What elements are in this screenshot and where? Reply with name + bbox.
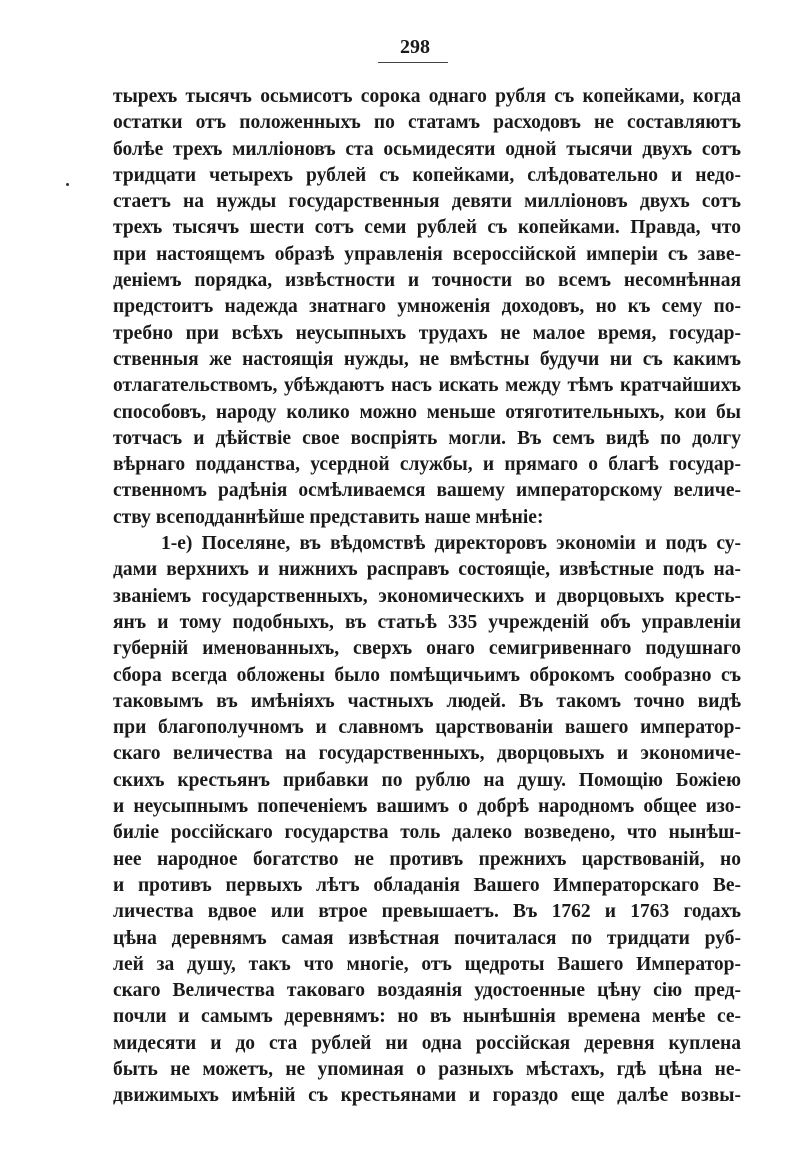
text-line: тырехъ тысячъ осьмисотъ сорока однаго рубля съ копейками, когда bbox=[113, 86, 741, 107]
text-line: званіемъ государственныхъ, экономическихъ и дворцовыхъ кресть- bbox=[113, 585, 741, 607]
text-line: стаетъ на нужды государственныя девяти милліоновъ двухъ сотъ bbox=[113, 191, 741, 213]
text-line: вѣрнаго подданства, усердной службы, и прямаго о благѣ государ- bbox=[113, 454, 741, 476]
text-line: почли и самымъ деревнямъ: но въ нынѣшнія времена менѣе се- bbox=[113, 1006, 741, 1028]
text-line: трехъ тысячъ шести сотъ семи рублей съ копейками. Правда, что bbox=[113, 217, 741, 239]
text-line: и неусыпнымъ попеченіемъ вашимъ о добрѣ народномъ общее изо- bbox=[113, 796, 741, 818]
text-line: скихъ крестьянъ прибавки по рублю на душу. Помощію Божіею bbox=[113, 769, 741, 791]
text-line: личества вдвое или втрое превышаетъ. Въ 1762 и 1763 годахъ bbox=[113, 901, 741, 923]
text-line: ственномъ радѣнія осмѣливаемся вашему императорскому величе- bbox=[113, 480, 741, 502]
text-line: при настоящемъ образѣ управленія всероссійской имперіи съ заве- bbox=[113, 243, 741, 265]
text-line: быть не можетъ, не упоминая о разныхъ мѣстахъ, гдѣ цѣна не- bbox=[113, 1058, 741, 1080]
text-line: лей за душу, такъ что многіе, отъ щедроты Вашего Император- bbox=[113, 953, 741, 975]
text-line: остатки отъ положенныхъ по статамъ расходовъ не составляютъ bbox=[113, 112, 741, 134]
text-line: предстоитъ надежда знатнаго умноженія доходовъ, но къ сему по- bbox=[113, 296, 741, 318]
text-line: тотчасъ и дѣйствіе свое воспріять могли. Въ семъ видѣ по долгу bbox=[113, 427, 741, 449]
text-line: деніемъ порядка, извѣстности и точности во всемъ несомнѣнная bbox=[113, 270, 741, 292]
page-number: 298 bbox=[400, 36, 430, 58]
text-line: способовъ, народу колико можно меньше отяготительныхъ, кои бы bbox=[113, 401, 741, 423]
text-line: 1-е) Поселяне, въ вѣдомствѣ директоровъ экономіи и подъ су- bbox=[161, 533, 741, 555]
text-line: таковымъ въ имѣніяхъ частныхъ людей. Въ такомъ точно видѣ bbox=[113, 690, 741, 712]
text-line: дами верхнихъ и нижнихъ расправъ состоящіе, извѣстные подъ на- bbox=[113, 559, 741, 581]
text-line: тридцати четырехъ рублей съ копейками, слѣдовательно и недо- bbox=[113, 164, 741, 186]
text-line: скаго Величества таковаго воздаянія удостоенные цѣну сію пред- bbox=[113, 980, 741, 1002]
body-text bbox=[113, 84, 741, 1110]
text-line: болѣе трехъ милліоновъ ста осьмидесяти одной тысячи двухъ сотъ bbox=[113, 138, 741, 160]
text-line: нее народное богатство не противъ прежнихъ царствованій, но bbox=[113, 848, 741, 870]
text-line: биліе россійскаго государства толь далеко возведено, что нынѣш- bbox=[113, 822, 741, 844]
text-line: ству всеподданнѣйше представить наше мнѣніе: bbox=[113, 506, 544, 528]
text-line: цѣна деревнямъ самая извѣстная почиталася по тридцати руб- bbox=[113, 927, 741, 949]
text-line: янъ и тому подобныхъ, въ статьѣ 335 учрежденій объ управленіи bbox=[113, 611, 741, 633]
text-line: губерній именованныхъ, сверхъ онаго семигривеннаго подушнаго bbox=[113, 638, 741, 660]
text-line: требно при всѣхъ неусыпныхъ трудахъ не малое время, государ- bbox=[113, 322, 741, 344]
text-line: мидесяти и до ста рублей ни одна россійская деревня куплена bbox=[113, 1032, 741, 1054]
text-line: отлагательствомъ, убѣждаютъ насъ искать между тѣмъ кратчайшихъ bbox=[113, 375, 741, 397]
text-line: сбора всегда обложены было помѣщичьимъ оброкомъ сообразно съ bbox=[113, 664, 741, 686]
text-line: движимыхъ имѣній съ крестьянами и гораздо еще далѣе возвы- bbox=[113, 1085, 741, 1107]
text-line: при благополучномъ и славномъ царствованіи вашего император- bbox=[113, 717, 741, 739]
text-line: и противъ первыхъ лѣтъ обладанія Вашего Императорскаго Ве- bbox=[113, 874, 741, 896]
text-line: ственныя же настоящія нужды, не вмѣстны будучи ни съ какимъ bbox=[113, 348, 741, 370]
text-line: скаго величества на государственныхъ, дворцовыхъ и экономиче- bbox=[113, 743, 741, 765]
page-number-rule bbox=[378, 62, 448, 63]
scan-speck bbox=[66, 183, 69, 186]
